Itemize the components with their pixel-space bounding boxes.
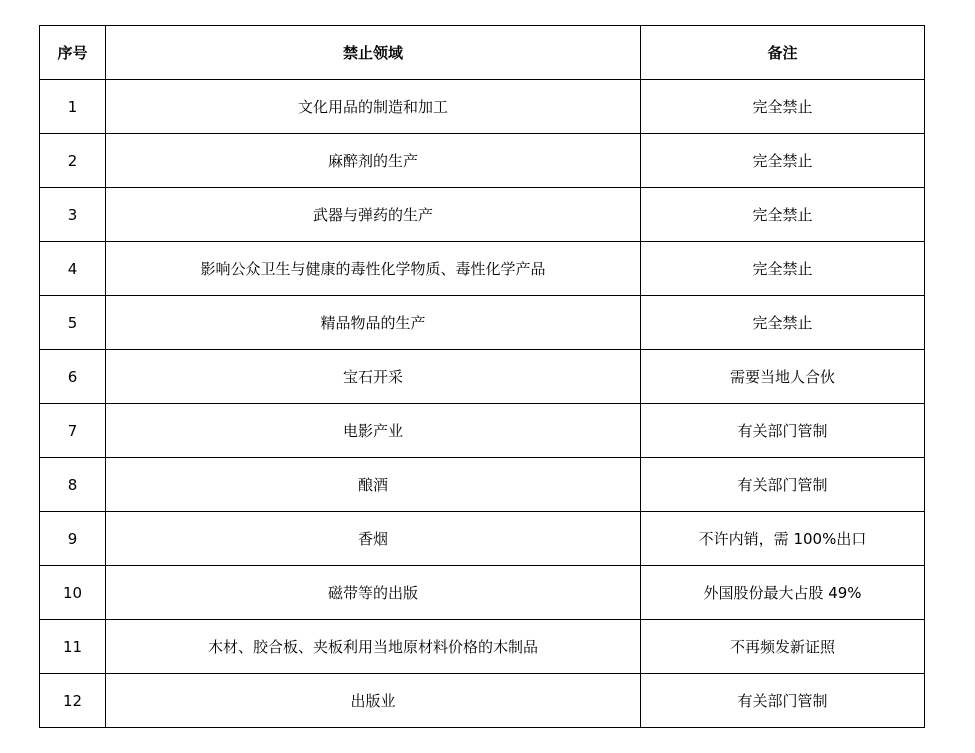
cell-prohibited-field: 香烟 <box>106 512 641 566</box>
cell-serial-number: 5 <box>40 296 106 350</box>
cell-prohibited-field: 宝石开采 <box>106 350 641 404</box>
header-serial-number: 序号 <box>40 26 106 80</box>
cell-remarks: 外国股份最大占股 49% <box>641 566 925 620</box>
table-row <box>40 620 925 674</box>
table-row <box>40 296 925 350</box>
cell-serial-number: 4 <box>40 242 106 296</box>
table-row <box>40 350 925 404</box>
table-row <box>40 404 925 458</box>
cell-serial-number: 8 <box>40 458 106 512</box>
table-row <box>40 458 925 512</box>
cell-serial-number: 12 <box>40 674 106 728</box>
cell-serial-number: 3 <box>40 188 106 242</box>
cell-serial-number: 9 <box>40 512 106 566</box>
cell-prohibited-field: 出版业 <box>106 674 641 728</box>
cell-serial-number: 7 <box>40 404 106 458</box>
table-row <box>40 566 925 620</box>
cell-remarks: 不许内销，需 100%出口 <box>641 512 925 566</box>
table-row <box>40 134 925 188</box>
table-row <box>40 512 925 566</box>
table-row <box>40 242 925 296</box>
table-row <box>40 674 925 728</box>
cell-prohibited-field: 磁带等的出版 <box>106 566 641 620</box>
header-prohibited-field: 禁止领域 <box>106 26 641 80</box>
cell-prohibited-field: 武器与弹药的生产 <box>106 188 641 242</box>
cell-prohibited-field: 木材、胶合板、夹板利用当地原材料价格的木制品 <box>106 620 641 674</box>
cell-remarks: 完全禁止 <box>641 80 925 134</box>
cell-prohibited-field: 麻醉剂的生产 <box>106 134 641 188</box>
cell-serial-number: 11 <box>40 620 106 674</box>
cell-remarks: 完全禁止 <box>641 242 925 296</box>
restricted-fields-table <box>39 25 925 728</box>
cell-remarks: 完全禁止 <box>641 296 925 350</box>
table-row <box>40 80 925 134</box>
cell-remarks: 不再频发新证照 <box>641 620 925 674</box>
cell-prohibited-field: 酿酒 <box>106 458 641 512</box>
header-remarks: 备注 <box>641 26 925 80</box>
cell-remarks: 有关部门管制 <box>641 458 925 512</box>
cell-serial-number: 6 <box>40 350 106 404</box>
table-header-row <box>40 26 925 80</box>
cell-serial-number: 1 <box>40 80 106 134</box>
cell-serial-number: 2 <box>40 134 106 188</box>
cell-remarks: 需要当地人合伙 <box>641 350 925 404</box>
table-row <box>40 188 925 242</box>
cell-serial-number: 10 <box>40 566 106 620</box>
cell-prohibited-field: 精品物品的生产 <box>106 296 641 350</box>
cell-remarks: 有关部门管制 <box>641 404 925 458</box>
cell-prohibited-field: 电影产业 <box>106 404 641 458</box>
cell-remarks: 有关部门管制 <box>641 674 925 728</box>
cell-remarks: 完全禁止 <box>641 188 925 242</box>
cell-remarks: 完全禁止 <box>641 134 925 188</box>
cell-prohibited-field: 文化用品的制造和加工 <box>106 80 641 134</box>
cell-prohibited-field: 影响公众卫生与健康的毒性化学物质、毒性化学产品 <box>106 242 641 296</box>
